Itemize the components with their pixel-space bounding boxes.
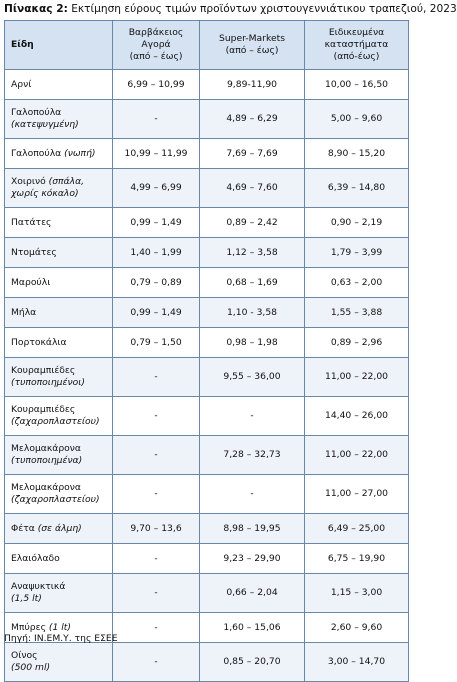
price-varvakeios: 0,79 – 0,89 xyxy=(113,268,200,298)
price-varvakeios: 0,99 – 1,49 xyxy=(113,298,200,328)
product-note: (τυποποιημένα) xyxy=(11,455,83,466)
price-supermarkets: 7,69 – 7,69 xyxy=(200,139,305,169)
table-row xyxy=(5,397,409,436)
product-name-cell xyxy=(5,514,113,544)
header-line: καταστήματα xyxy=(324,39,389,50)
product-name: Μήλα xyxy=(11,306,37,318)
product-name-cell xyxy=(5,397,113,436)
product-note: (σπάλα, χωρίς κόκαλο) xyxy=(11,176,85,199)
price-varvakeios: - xyxy=(113,544,200,574)
price-varvakeios: - xyxy=(113,475,200,514)
product-name-cell xyxy=(5,70,113,100)
caption-prefix: Πίνακας 2: xyxy=(4,3,68,15)
product-name-cell xyxy=(5,268,113,298)
header-items xyxy=(5,21,113,70)
product-name: Γαλοπούλα xyxy=(11,107,62,118)
header-line: Ειδικευμένα xyxy=(328,27,385,38)
price-supermarkets: 0,66 – 2,04 xyxy=(200,574,305,613)
product-note: (1 lt) xyxy=(48,621,71,633)
price-varvakeios: 1,40 – 1,99 xyxy=(113,238,200,268)
header-specialty-stores xyxy=(305,21,409,70)
price-specialty: 2,60 – 9,60 xyxy=(305,613,409,643)
price-supermarkets: 9,89-11,90 xyxy=(200,70,305,100)
price-specialty: 6,49 – 25,00 xyxy=(305,514,409,544)
table-caption xyxy=(4,3,457,16)
header-line: Αγορά xyxy=(141,39,171,50)
product-note: (500 ml) xyxy=(11,662,51,673)
product-name-cell xyxy=(5,358,113,397)
product-name-cell xyxy=(5,643,113,682)
header-varvakeios xyxy=(113,21,200,70)
price-specialty: 1,79 – 3,99 xyxy=(305,238,409,268)
table-row xyxy=(5,268,409,298)
product-note: (τυποποιημένοι) xyxy=(11,377,85,388)
product-name: Μελομακάρονα xyxy=(11,482,81,493)
product-name-cell xyxy=(5,208,113,238)
product-name: Ντομάτες xyxy=(11,246,57,258)
table-row xyxy=(5,100,409,139)
table-row xyxy=(5,358,409,397)
product-name: Αρνί xyxy=(11,78,32,90)
header-items-line: Είδη xyxy=(11,39,34,50)
header-line: (από – έως) xyxy=(225,45,279,56)
product-note: (ζαχαροπλαστείου) xyxy=(11,494,100,505)
table-row xyxy=(5,169,409,208)
price-varvakeios: 6,99 – 10,99 xyxy=(113,70,200,100)
price-supermarkets: 0,89 – 2,42 xyxy=(200,208,305,238)
price-specialty: 14,40 – 26,00 xyxy=(305,397,409,436)
price-supermarkets: 4,89 – 6,29 xyxy=(200,100,305,139)
price-supermarkets: 1,10 - 3,58 xyxy=(200,298,305,328)
price-specialty: 5,00 – 9,60 xyxy=(305,100,409,139)
product-name: Φέτα xyxy=(11,522,38,534)
table-row xyxy=(5,436,409,475)
price-range-table xyxy=(4,20,409,682)
price-supermarkets: - xyxy=(200,475,305,514)
price-supermarkets: 7,28 – 32,73 xyxy=(200,436,305,475)
product-note: (νωπή) xyxy=(64,147,96,159)
product-name-cell xyxy=(5,544,113,574)
price-supermarkets: 0,85 – 20,70 xyxy=(200,643,305,682)
product-name: Χοιρινό xyxy=(11,176,49,187)
price-specialty: 1,55 – 3,88 xyxy=(305,298,409,328)
price-varvakeios: 4,99 – 6,99 xyxy=(113,169,200,208)
table-row xyxy=(5,208,409,238)
table-row xyxy=(5,139,409,169)
price-specialty: 0,90 – 2,19 xyxy=(305,208,409,238)
table-row xyxy=(5,574,409,613)
price-specialty: 11,00 – 22,00 xyxy=(305,436,409,475)
product-name: Ελαιόλαδο xyxy=(11,552,60,564)
price-specialty: 0,89 – 2,96 xyxy=(305,328,409,358)
price-specialty: 8,90 – 15,20 xyxy=(305,139,409,169)
table-row xyxy=(5,238,409,268)
product-name-cell xyxy=(5,298,113,328)
price-supermarkets: 0,68 – 1,69 xyxy=(200,268,305,298)
product-name: Μελομακάρονα xyxy=(11,443,81,454)
price-supermarkets: - xyxy=(200,397,305,436)
header-supermarkets xyxy=(200,21,305,70)
table-row xyxy=(5,544,409,574)
table-row xyxy=(5,70,409,100)
price-varvakeios: - xyxy=(113,613,200,643)
table-row xyxy=(5,298,409,328)
price-specialty: 3,00 – 14,70 xyxy=(305,643,409,682)
header-line: (από – έως) xyxy=(129,51,183,62)
price-supermarkets: 4,69 – 7,60 xyxy=(200,169,305,208)
price-varvakeios: - xyxy=(113,397,200,436)
product-name: Πορτοκάλια xyxy=(11,336,67,348)
table-body xyxy=(5,70,409,682)
price-supermarkets: 9,55 – 36,00 xyxy=(200,358,305,397)
price-supermarkets: 1,60 – 15,06 xyxy=(200,613,305,643)
price-supermarkets: 9,23 – 29,90 xyxy=(200,544,305,574)
price-varvakeios: - xyxy=(113,436,200,475)
table-row xyxy=(5,643,409,682)
price-varvakeios: 10,99 – 11,99 xyxy=(113,139,200,169)
product-name: Πατάτες xyxy=(11,216,52,228)
price-specialty: 10,00 – 16,50 xyxy=(305,70,409,100)
product-note: (ζαχαροπλαστείου) xyxy=(11,416,100,427)
table-row xyxy=(5,514,409,544)
price-supermarkets: 0,98 – 1,98 xyxy=(200,328,305,358)
header-line: Βαρβάκειος xyxy=(128,27,184,38)
price-specialty: 1,15 – 3,00 xyxy=(305,574,409,613)
price-varvakeios: 0,99 – 1,49 xyxy=(113,208,200,238)
product-name-cell xyxy=(5,436,113,475)
product-note: (1,5 lt) xyxy=(11,593,42,604)
product-name: Κουραμπιέδες xyxy=(11,365,76,376)
product-name-cell xyxy=(5,169,113,208)
product-name: Οίνος xyxy=(11,650,38,661)
table-header-row xyxy=(5,21,409,70)
product-name-cell xyxy=(5,475,113,514)
product-name-cell xyxy=(5,574,113,613)
price-specialty: 11,00 – 27,00 xyxy=(305,475,409,514)
price-specialty: 6,75 – 19,90 xyxy=(305,544,409,574)
product-name: Κουραμπιέδες xyxy=(11,404,76,415)
product-note: (κατεψυγμένη) xyxy=(11,119,79,130)
price-supermarkets: 8,98 – 19,95 xyxy=(200,514,305,544)
price-specialty: 0,63 – 2,00 xyxy=(305,268,409,298)
product-note: (σε άλμη) xyxy=(37,522,82,534)
product-name: Γαλοπούλα xyxy=(11,147,65,159)
product-name-cell xyxy=(5,139,113,169)
product-name: Μπύρες xyxy=(11,621,49,633)
table-row xyxy=(5,328,409,358)
price-specialty: 6,39 – 14,80 xyxy=(305,169,409,208)
source-note: Πηγή: ΙΝ.ΕΜ.Υ. της ΕΣΕΕ xyxy=(4,633,118,644)
product-name: Μαρούλι xyxy=(11,276,51,288)
header-line: Super-Markets xyxy=(218,33,285,44)
header-line: (από-έως) xyxy=(333,51,380,62)
price-varvakeios: 9,70 – 13,6 xyxy=(113,514,200,544)
price-varvakeios: - xyxy=(113,574,200,613)
price-supermarkets: 1,12 – 3,58 xyxy=(200,238,305,268)
price-varvakeios: 0,79 – 1,50 xyxy=(113,328,200,358)
product-name-cell xyxy=(5,328,113,358)
price-specialty: 11,00 – 22,00 xyxy=(305,358,409,397)
product-name: Αναψυκτικά xyxy=(11,581,66,592)
price-varvakeios: - xyxy=(113,100,200,139)
product-name-cell xyxy=(5,100,113,139)
table-row xyxy=(5,475,409,514)
caption-text: Εκτίμηση εύρους τιμών προϊόντων χριστουγεννιάτικου τραπεζιού, 2023 xyxy=(67,3,457,15)
product-name-cell xyxy=(5,238,113,268)
price-varvakeios: - xyxy=(113,643,200,682)
price-varvakeios: - xyxy=(113,358,200,397)
